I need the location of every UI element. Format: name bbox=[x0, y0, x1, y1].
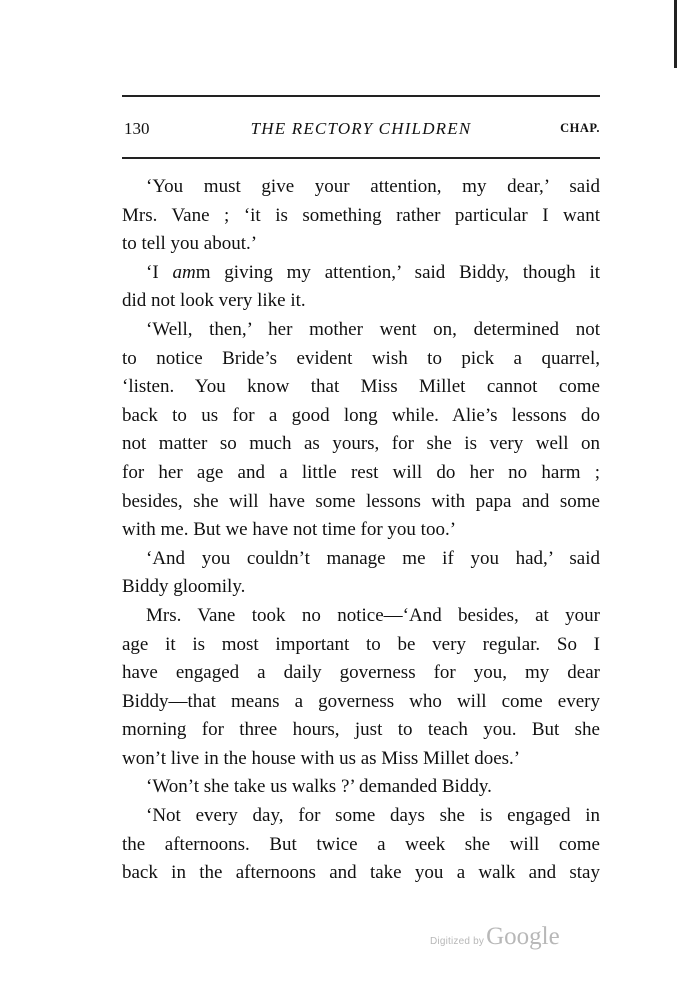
text-line: morning for three hours, just to teach you. But she bbox=[122, 719, 600, 741]
text-line: Biddy gloomily. bbox=[122, 576, 246, 598]
text-line: have engaged a daily governess for you, my dear bbox=[122, 662, 600, 684]
text-line: ‘And you couldn’t manage me if you had,’ said bbox=[146, 547, 600, 569]
header-bottom-rule bbox=[122, 157, 600, 159]
text-line: ‘listen. You know that Miss Millet cannot come bbox=[122, 376, 600, 398]
page-number: 130 bbox=[124, 119, 150, 138]
google-logo: Google bbox=[486, 923, 560, 950]
text-line: age it is most important to be very regular. So I bbox=[122, 633, 600, 655]
text-line: ‘Not every day, for some days she is engaged in bbox=[146, 805, 600, 827]
text-line: with me. But we have not time for you too.’ bbox=[122, 519, 457, 541]
text-line: won’t live in the house with us as Miss Millet does.’ bbox=[122, 747, 521, 769]
digitized-watermark bbox=[430, 923, 560, 951]
text-line: the afternoons. But twice a week she will come bbox=[122, 833, 600, 855]
text-line: to notice Bride’s evident wish to pick a quarrel, bbox=[122, 347, 600, 369]
section-label: CHAP. bbox=[560, 121, 600, 135]
text-line: back in the afternoons and take you a walk and stay bbox=[122, 862, 600, 884]
text-line: not matter so much as yours, for she is very well on bbox=[122, 433, 600, 455]
running-title: THE RECTORY CHILDREN bbox=[250, 119, 472, 138]
book-page bbox=[122, 95, 600, 888]
text-line: besides, she will have some lessons with papa and some bbox=[122, 490, 600, 512]
text-line: for her age and a little rest will do her no harm ; bbox=[122, 461, 600, 483]
running-header bbox=[122, 97, 600, 157]
text-line: ‘Well, then,’ her mother went on, determined not bbox=[146, 318, 600, 340]
body-text bbox=[122, 173, 600, 888]
text-line: did not look very like it. bbox=[122, 290, 306, 312]
text-line: Biddy—that means a governess who will come every bbox=[122, 690, 600, 712]
text-line: ‘Won’t she take us walks ?’ demanded Biddy. bbox=[146, 776, 492, 798]
emphasis: am bbox=[172, 261, 196, 283]
text-line: to tell you about.’ bbox=[122, 233, 258, 255]
text-line: ‘You must give your attention, my dear,’ said bbox=[146, 176, 600, 197]
text-line: Mrs. Vane ; ‘it is something rather particular I want bbox=[122, 204, 600, 226]
text-line: ‘I amm giving my attention,’ said Biddy, though it bbox=[146, 261, 600, 283]
text-line: Mrs. Vane took no notice—‘And besides, at your bbox=[146, 604, 600, 626]
watermark-prefix: Digitized by bbox=[430, 936, 485, 947]
text-line: back to us for a good long while. Alie’s lessons do bbox=[122, 404, 600, 426]
